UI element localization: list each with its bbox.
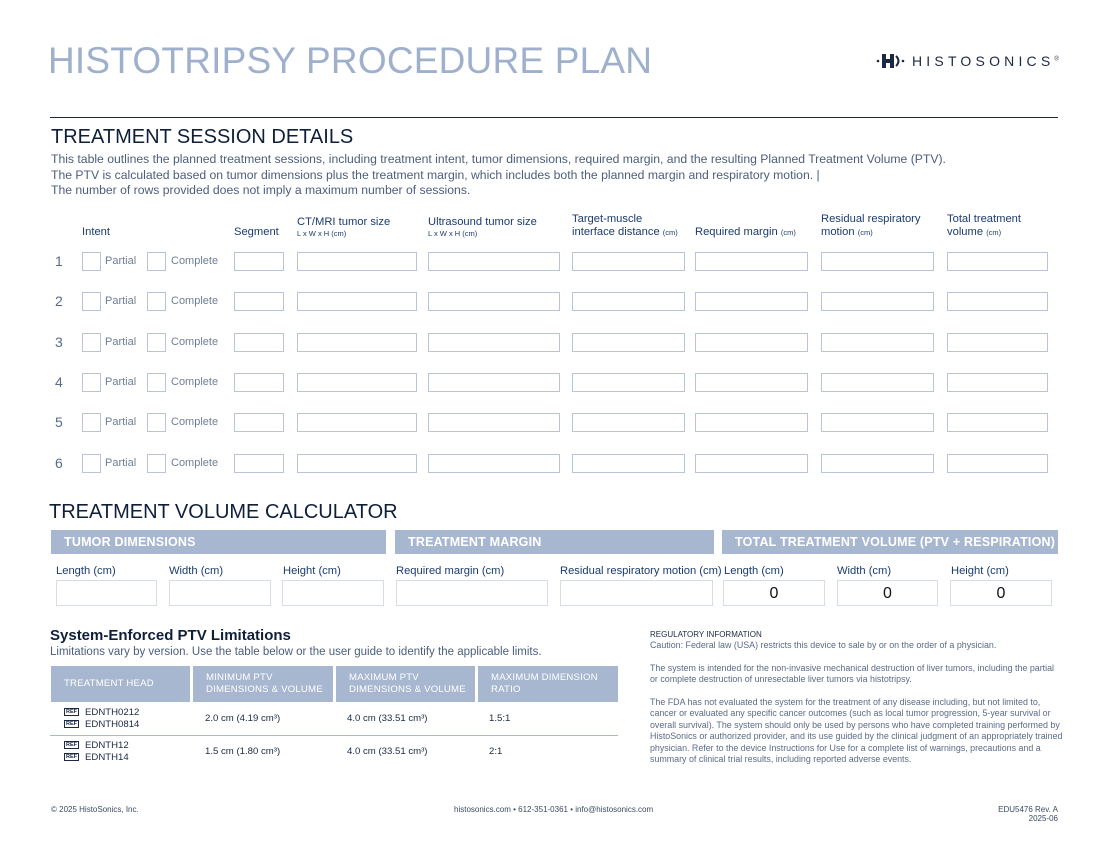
required-margin-input[interactable] bbox=[396, 580, 548, 606]
residual-motion-input[interactable] bbox=[821, 252, 934, 271]
complete-label: Complete bbox=[171, 336, 219, 348]
session-description-line: The number of rows provided does not imply a maximum number of sessions. bbox=[51, 183, 471, 197]
residual-motion-input[interactable] bbox=[821, 373, 934, 392]
residual-motion-label: Residual respiratory motion (cm) bbox=[560, 565, 722, 577]
session-description-line: This table outlines the planned treatment sessions, including treatment intent, tumor dimensions, required margin, and the resulting Planned Treatment Volume (PTV). bbox=[51, 152, 946, 166]
segment-input[interactable] bbox=[234, 413, 284, 432]
regulatory-intended-use: The system is intended for the non-invasive mechanical destruction of liver tumors, including the partial or complete destruction of unresectable liver tumors via histotripsy. bbox=[650, 663, 1055, 685]
ultrasound-input[interactable] bbox=[428, 252, 560, 271]
row-number: 4 bbox=[55, 374, 63, 390]
target-muscle-input[interactable] bbox=[572, 292, 685, 311]
segment-input[interactable] bbox=[234, 454, 284, 473]
session-heading: TREATMENT SESSION DETAILS bbox=[51, 126, 354, 148]
complete-checkbox[interactable] bbox=[147, 252, 166, 271]
complete-label: Complete bbox=[171, 295, 219, 307]
partial-checkbox[interactable] bbox=[82, 333, 101, 352]
ct-mri-input[interactable] bbox=[297, 413, 417, 432]
ref-icon: REF bbox=[66, 721, 77, 728]
ct-mri-input[interactable] bbox=[297, 373, 417, 392]
complete-label: Complete bbox=[171, 457, 219, 469]
regulatory-fda: The FDA has not evaluated the system for the treatment of any disease including, but not limited to, cancer or evaluated any specific cancer outcomes (such as local tumor progression, 5-year survival or overall survival). The system should only be used by persons who have completed training performed by HistoSonics or authorized provider, and its use guided by the clinical judgment of an appropriately trained physician. Refer to the device Instructions for Use for a complete list of warnings, precautions and a summary of clinical trial results, including reported adverse events. bbox=[650, 697, 1063, 765]
required-margin-input[interactable] bbox=[695, 252, 808, 271]
target-muscle-input[interactable] bbox=[572, 413, 685, 432]
col-ct-mri: CT/MRI tumor size bbox=[297, 216, 391, 228]
col-segment: Segment bbox=[234, 226, 279, 238]
required-margin-input[interactable] bbox=[695, 413, 808, 432]
residual-motion-input[interactable] bbox=[821, 413, 934, 432]
total-height-label: Height (cm) bbox=[951, 565, 1009, 577]
partial-checkbox[interactable] bbox=[82, 292, 101, 311]
partial-label: Partial bbox=[105, 416, 137, 428]
footer-doc-id: EDU5476 Rev. A 2025-06 bbox=[998, 805, 1058, 823]
segment-input[interactable] bbox=[234, 373, 284, 392]
partial-checkbox[interactable] bbox=[82, 413, 101, 432]
required-margin-input[interactable] bbox=[695, 454, 808, 473]
required-margin-input[interactable] bbox=[695, 333, 808, 352]
ultrasound-input[interactable] bbox=[428, 413, 560, 432]
complete-checkbox[interactable] bbox=[147, 454, 166, 473]
limits-row-1-ratio: 1.5:1 bbox=[489, 713, 511, 724]
regulatory-heading: REGULATORY INFORMATION bbox=[650, 630, 762, 639]
row-number: 3 bbox=[55, 334, 63, 350]
total-volume-input[interactable] bbox=[947, 373, 1048, 392]
col-ultrasound-sub: L x W x H (cm) bbox=[428, 229, 478, 238]
limits-row-divider bbox=[50, 735, 618, 736]
limits-row-2-ratio: 2:1 bbox=[489, 746, 503, 757]
required-margin-input[interactable] bbox=[695, 373, 808, 392]
partial-checkbox[interactable] bbox=[82, 252, 101, 271]
target-muscle-input[interactable] bbox=[572, 333, 685, 352]
col-residual-motion: Residual respiratory motion (cm) bbox=[821, 213, 921, 238]
required-margin-input[interactable] bbox=[695, 292, 808, 311]
partial-label: Partial bbox=[105, 295, 137, 307]
total-width-output: 0 bbox=[837, 580, 938, 606]
limits-col-max: MAXIMUM PTV DIMENSIONS & VOLUME bbox=[336, 666, 475, 702]
complete-label: Complete bbox=[171, 416, 219, 428]
col-ct-mri-sub: L x W x H (cm) bbox=[297, 229, 347, 238]
width-label: Width (cm) bbox=[169, 565, 224, 577]
limits-row-2-min: 1.5 cm (1.80 cm³) bbox=[205, 746, 281, 757]
regulatory-caution: Caution: Federal law (USA) restricts this device to sale by or on the order of a physician. bbox=[650, 640, 997, 650]
partial-label: Partial bbox=[105, 255, 137, 267]
footer-copyright: © 2025 HistoSonics, Inc. bbox=[51, 805, 139, 814]
limits-col-head: TREATMENT HEAD bbox=[51, 666, 190, 702]
complete-label: Complete bbox=[171, 255, 219, 267]
col-total-volume: Total treatment volume (cm) bbox=[947, 213, 1021, 238]
col-target-muscle: Target-muscle interface distance (cm) bbox=[572, 213, 678, 238]
page-title: HISTOTRIPSY PROCEDURE PLAN bbox=[48, 40, 653, 81]
target-muscle-input[interactable] bbox=[572, 454, 685, 473]
row-number: 2 bbox=[55, 293, 63, 309]
residual-motion-input[interactable] bbox=[821, 292, 934, 311]
height-input[interactable] bbox=[282, 580, 384, 606]
total-volume-header: TOTAL TREATMENT VOLUME (PTV + RESPIRATION) bbox=[722, 530, 1058, 554]
total-height-output: 0 bbox=[950, 580, 1052, 606]
total-length-output: 0 bbox=[723, 580, 825, 606]
total-volume-input[interactable] bbox=[947, 292, 1048, 311]
row-number: 6 bbox=[55, 455, 63, 471]
partial-label: Partial bbox=[105, 457, 137, 469]
limits-heading: System-Enforced PTV Limitations bbox=[50, 627, 291, 644]
length-label: Length (cm) bbox=[56, 565, 116, 577]
row-number: 5 bbox=[55, 414, 63, 430]
total-volume-input[interactable] bbox=[947, 333, 1048, 352]
tumor-dimensions-header: TUMOR DIMENSIONS bbox=[51, 530, 386, 554]
partial-checkbox[interactable] bbox=[82, 373, 101, 392]
limits-col-ratio: MAXIMUM DIMENSION RATIO bbox=[478, 666, 618, 702]
target-muscle-input[interactable] bbox=[572, 373, 685, 392]
session-description bbox=[51, 152, 946, 199]
histosonics-logo bbox=[876, 50, 1059, 72]
ref-icon: REF bbox=[66, 709, 77, 716]
ultrasound-input[interactable] bbox=[428, 454, 560, 473]
required-margin-label: Required margin (cm) bbox=[396, 565, 505, 577]
footer-contact: histosonics.com • 612-351-0361 • info@histosonics.com bbox=[454, 805, 654, 814]
calculator-heading: TREATMENT VOLUME CALCULATOR bbox=[49, 501, 398, 523]
ultrasound-input[interactable] bbox=[428, 333, 560, 352]
limits-col-min: MINIMUM PTV DIMENSIONS & VOLUME bbox=[193, 666, 333, 702]
limits-description: Limitations vary by version. Use the table below or the user guide to identify the applicable limits. bbox=[50, 646, 542, 658]
complete-label: Complete bbox=[171, 376, 219, 388]
limits-row-1-min: 2.0 cm (4.19 cm³) bbox=[205, 713, 281, 724]
limits-row-1-max: 4.0 cm (33.51 cm³) bbox=[347, 713, 428, 724]
complete-checkbox[interactable] bbox=[147, 413, 166, 432]
target-muscle-input[interactable] bbox=[572, 252, 685, 271]
segment-input[interactable] bbox=[234, 333, 284, 352]
complete-checkbox[interactable] bbox=[147, 373, 166, 392]
total-volume-input[interactable] bbox=[947, 454, 1048, 473]
total-volume-input[interactable] bbox=[947, 413, 1048, 432]
session-description-line: The PTV is calculated based on tumor dimensions plus the treatment margin, which includes both the planned margin and respiratory motion. | bbox=[51, 167, 820, 182]
ref-icon: REF bbox=[66, 742, 77, 749]
header-divider bbox=[50, 117, 1058, 118]
limits-row-2-max: 4.0 cm (33.51 cm³) bbox=[347, 746, 428, 757]
complete-checkbox[interactable] bbox=[147, 333, 166, 352]
total-volume-input[interactable] bbox=[947, 252, 1048, 271]
col-intent: Intent bbox=[82, 226, 110, 238]
ultrasound-input[interactable] bbox=[428, 292, 560, 311]
partial-checkbox[interactable] bbox=[82, 454, 101, 473]
ct-mri-input[interactable] bbox=[297, 252, 417, 271]
segment-input[interactable] bbox=[234, 292, 284, 311]
segment-input[interactable] bbox=[234, 252, 284, 271]
partial-label: Partial bbox=[105, 336, 137, 348]
col-ultrasound: Ultrasound tumor size bbox=[428, 216, 537, 228]
col-required-margin: Required margin (cm) bbox=[695, 226, 796, 238]
residual-motion-input[interactable] bbox=[821, 454, 934, 473]
limits-row-2-head: REF EDNTH12 REF EDNTH14 bbox=[66, 740, 129, 763]
length-input[interactable] bbox=[56, 580, 157, 606]
ct-mri-input[interactable] bbox=[297, 454, 417, 473]
histosonics-mark-icon bbox=[876, 51, 906, 71]
height-label: Height (cm) bbox=[283, 565, 341, 577]
total-width-label: Width (cm) bbox=[837, 565, 892, 577]
limits-row-1-head: REF EDNTH0212 REF EDNTH0814 bbox=[66, 707, 140, 730]
ct-mri-input[interactable] bbox=[297, 292, 417, 311]
width-input[interactable] bbox=[169, 580, 271, 606]
partial-label: Partial bbox=[105, 376, 137, 388]
row-number: 1 bbox=[55, 253, 63, 269]
ct-mri-input[interactable] bbox=[297, 333, 417, 352]
complete-checkbox[interactable] bbox=[147, 292, 166, 311]
treatment-margin-header: TREATMENT MARGIN bbox=[395, 530, 714, 554]
logo-text: HISTOSONICS® bbox=[912, 53, 1059, 69]
ref-icon: REF bbox=[66, 754, 77, 761]
residual-motion-input[interactable] bbox=[560, 580, 713, 606]
ultrasound-input[interactable] bbox=[428, 373, 560, 392]
residual-motion-input[interactable] bbox=[821, 333, 934, 352]
total-length-label: Length (cm) bbox=[724, 565, 784, 577]
